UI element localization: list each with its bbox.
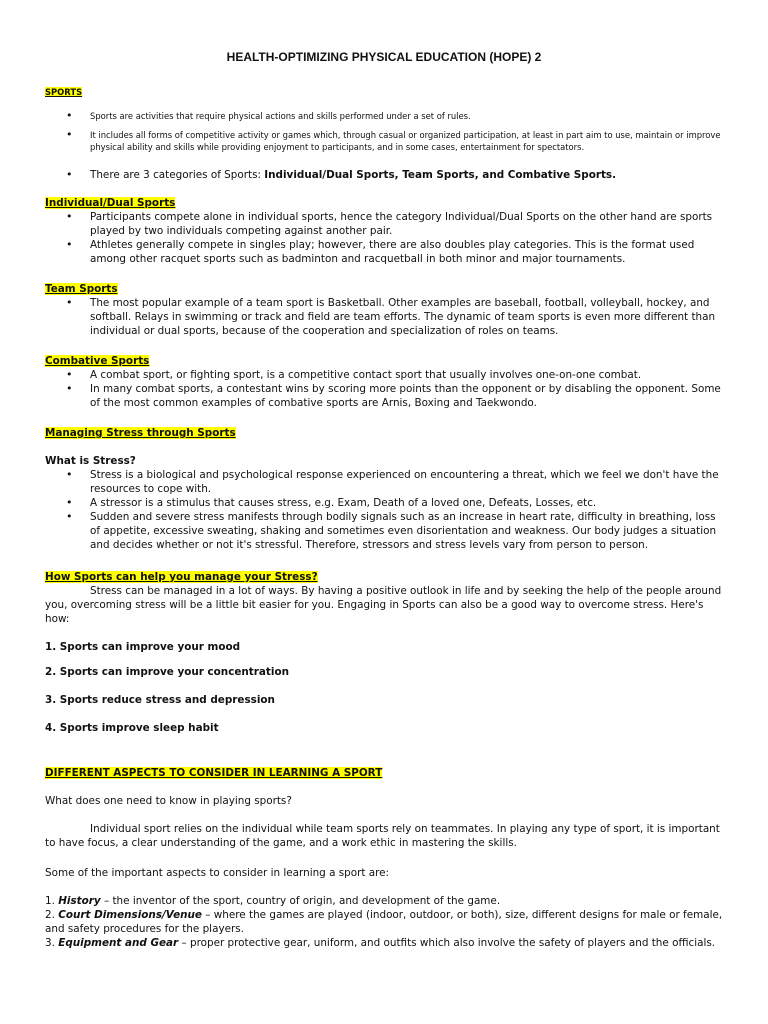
bullet-text: Sudden and severe stress manifests through bodily signals such as an increase in heart rate, difficulty in breathing, loss of appetite, excessive sweating, shaking and sometimes even disorientation and weakness. Our body judges a situation and decides whether or not it's stressful. Therefore, stressors and stress levels vary from person to person.: [90, 511, 717, 551]
stress-heading: [45, 426, 236, 440]
bullet-icon: •: [66, 368, 73, 381]
combative-heading: [45, 354, 149, 368]
bullet-text: Sports are activities that require physical actions and skills performed under a set of rules.: [90, 111, 471, 121]
item-term: Equipment and Gear: [58, 937, 179, 949]
bullet-text: In many combat sports, a contestant wins by scoring more points than the opponent or by disabling the opponent. Some of the most common examples of combative sports are Arnis, Boxing and Taekwondo.: [90, 383, 721, 409]
bullet-icon: •: [66, 510, 73, 523]
sports-bullet-list: [45, 110, 725, 153]
list-item: [45, 382, 725, 410]
combative-heading-text: Combative Sports: [45, 355, 150, 367]
stress-heading-text: Managing Stress through Sports: [45, 427, 236, 439]
benefit-item-4: 4. Sports improve sleep habit: [45, 722, 219, 734]
aspects-question: What does one need to know in playing sports?: [45, 795, 292, 807]
item-number: 2.: [45, 909, 59, 921]
list-item: [45, 129, 725, 153]
bullet-text: There are 3 categories of Sports:: [90, 169, 265, 181]
item-text: – the inventor of the sport, country of origin, and development of the game.: [100, 895, 501, 907]
benefit-item-2: 2. Sports can improve your concentration: [45, 666, 289, 678]
aspects-intro: Some of the important aspects to consider in learning a sport are:: [45, 867, 390, 879]
bullet-icon: •: [66, 468, 73, 481]
bullet-text: Participants compete alone in individual sports, hence the category Individual/Dual Sports on the other hand are sports played by two individuals competing against another pair.: [90, 211, 713, 237]
sports-bullet-list-2: [45, 168, 725, 182]
item-text: – where the games are played (indoor, outdoor, or both), size, different designs for male or female, and safety procedures for the players.: [45, 909, 723, 935]
bullet-text: Athletes generally compete in singles play; however, there are also doubles play categories. This is the format used among other racquet sports such as badminton and racquetball in both minor and major tournaments.: [90, 239, 695, 265]
bullet-text: Stress is a biological and psychological response experienced on encountering a threat, which we feel we don't have the resources to cope with.: [90, 469, 719, 495]
list-item: [45, 936, 725, 950]
sports-heading: [45, 86, 82, 98]
individual-heading: [45, 196, 175, 210]
team-heading-text: Team Sports: [45, 283, 118, 295]
list-item: [45, 510, 725, 552]
item-number: 3.: [45, 937, 59, 949]
list-item: [45, 496, 725, 510]
combative-bullet-list: [45, 368, 725, 410]
individual-bullet-list: [45, 210, 725, 266]
individual-heading-text: Individual/Dual Sports: [45, 197, 176, 209]
aspects-heading: [45, 766, 382, 780]
list-item: [45, 168, 725, 182]
bullet-icon: •: [66, 109, 73, 122]
list-item: [45, 908, 725, 936]
list-item: [45, 296, 725, 338]
bullet-icon: •: [66, 210, 73, 223]
list-item: [45, 468, 725, 496]
list-item: [45, 238, 725, 266]
item-text: – proper protective gear, uniform, and outfits which also involve the safety of players and the officials.: [178, 937, 716, 949]
aspects-paragraph: Individual sport relies on the individual while team sports rely on teammates. In playing any type of sport, it is important to have focus, a clear understanding of the game, and a work ethic in mastering the skills.: [45, 823, 720, 849]
how-sports-paragraph: Stress can be managed in a lot of ways. By having a positive outlook in life and by seeking the help of the people around you, overcoming stress will be a little bit easier for you. Engaging in Sports can also be a good way to overcome stress. Here's how:: [45, 585, 722, 625]
bullet-icon: •: [66, 238, 73, 251]
list-item: [45, 110, 725, 122]
how-sports-heading-text: How Sports can help you manage your Stress?: [45, 571, 318, 583]
bullet-text: A stressor is a stimulus that causes stress, e.g. Exam, Death of a loved one, Defeats, Losses, etc.: [90, 497, 597, 509]
document-title: HEALTH-OPTIMIZING PHYSICAL EDUCATION (HOPE) 2: [226, 50, 542, 64]
sports-heading-text: SPORTS: [45, 87, 83, 97]
bullet-icon: •: [66, 168, 73, 181]
bullet-icon: •: [66, 382, 73, 395]
team-bullet-list: [45, 296, 725, 338]
bullet-icon: •: [66, 128, 73, 141]
bullet-icon: •: [66, 496, 73, 509]
what-is-stress-heading: What is Stress?: [45, 455, 136, 467]
benefit-item-1: 1. Sports can improve your mood: [45, 641, 241, 653]
item-number: 1.: [45, 895, 59, 907]
list-item: [45, 894, 725, 908]
bullet-text: A combat sport, or fighting sport, is a competitive contact sport that usually involves one-on-one combat.: [90, 369, 642, 381]
aspects-heading-text: DIFFERENT ASPECTS TO CONSIDER IN LEARNING A SPORT: [45, 767, 383, 779]
benefit-item-3: 3. Sports reduce stress and depression: [45, 694, 275, 706]
bullet-text: The most popular example of a team sport is Basketball. Other examples are baseball, football, volleyball, hockey, and softball. Relays in swimming or track and field are team efforts. The dynamic of team sports is even more different than individual or dual sports, because of the cooperation and specialization of roles on teams.: [90, 297, 716, 337]
how-sports-heading: [45, 570, 318, 584]
item-term: History: [58, 895, 101, 907]
list-item: [45, 210, 725, 238]
bullet-text: It includes all forms of competitive activity or games which, through casual or organized participation, at least in part aim to use, maintain or improve physical ability and skills while providing enjoyment to participants, and in some cases, entertainment for spectators.: [90, 130, 721, 152]
bullet-icon: •: [66, 296, 73, 309]
list-item: [45, 368, 725, 382]
categories-bold-text: Individual/Dual Sports, Team Sports, and Combative Sports.: [264, 169, 617, 181]
stress-bullet-list: [45, 468, 725, 552]
aspects-list: [45, 894, 725, 950]
team-heading: [45, 282, 118, 296]
item-term: Court Dimensions/Venue: [58, 909, 202, 921]
